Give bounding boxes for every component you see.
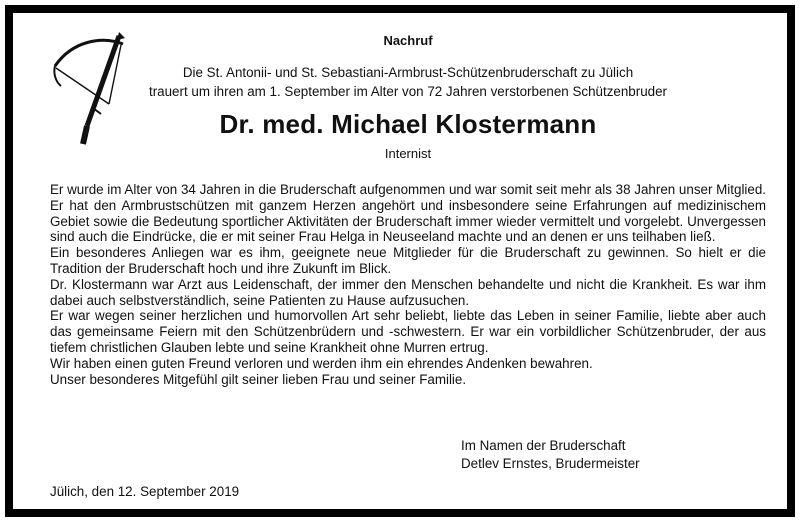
body-paragraph: Wir haben einen guten Freund verloren und werden ihm ein ehrendes Andenken bewahren. xyxy=(50,355,593,371)
body-paragraph: Unser besonderes Mitgefühl gilt seiner lieben Frau und seiner Familie. xyxy=(50,371,467,387)
signature-line-1: Im Namen der Bruderschaft xyxy=(461,438,626,453)
intro-line-2: trauert um ihren am 1. September im Alter von 72 Jahren verstorbenen Schützenbruder xyxy=(148,84,668,99)
obituary-body xyxy=(50,182,766,387)
intro-line-1: Die St. Antonii- und St. Sebastiani-Armbrust-Schützenbruderschaft zu Jülich xyxy=(182,65,634,80)
notice-heading: Nachruf xyxy=(383,33,433,48)
signature-block xyxy=(461,437,640,473)
deceased-profession: Internist xyxy=(384,146,432,161)
body-paragraph: Er war wegen seiner herzlichen und humorvollen Art sehr beliebt, liebte das Leben in seiner Familie, liebte aber auch das gemeinsame Feiern mit den Schützenbrüdern und -schwestern. Er war ein vorbildlicher Schützenbruder, der aus tiefem christlichen Glauben lebte und seine Krankheit ohne Murren ertrug. xyxy=(50,308,766,355)
body-paragraph: Dr. Klostermann war Arzt aus Leidenschaft, der immer den Menschen behandelte und nicht die Krankheit. Es war ihm dabei auch selbstverständlich, seine Patienten zu Hause aufzusuchen. xyxy=(50,276,766,308)
body-paragraph: Ein besonderes Anliegen war es ihm, geeignete neue Mitglieder für die Bruderschaft zu gewinnen. So hielt er die Tradition der Bruderschaft hoch und ihre Zukunft im Blick. xyxy=(50,245,766,276)
place-date: Jülich, den 12. September 2019 xyxy=(50,484,240,499)
deceased-name: Dr. med. Michael Klostermann xyxy=(219,109,597,139)
obituary-notice xyxy=(5,5,795,517)
body-paragraph: Er wurde im Alter von 34 Jahren in die Bruderschaft aufgenommen und war somit seit mehr als 38 Jahren unser Mitglied. Er hat den Armbrustschützen mit ganzem Herzen angehört und insbesondere seine Erfahrungen auf medizinischem Gebiet sowie die Bedeutung sportlicher Aktivitäten der Bruderschaft immer wieder vermittelt und vorgelebt. Unvergessen sind auch die Eindrücke, die er mit seiner Frau Helga in Neuseeland machte und an denen er uns teilhaben ließ. xyxy=(50,182,767,245)
signature-line-2: Detlev Ernstes, Brudermeister xyxy=(461,456,640,471)
